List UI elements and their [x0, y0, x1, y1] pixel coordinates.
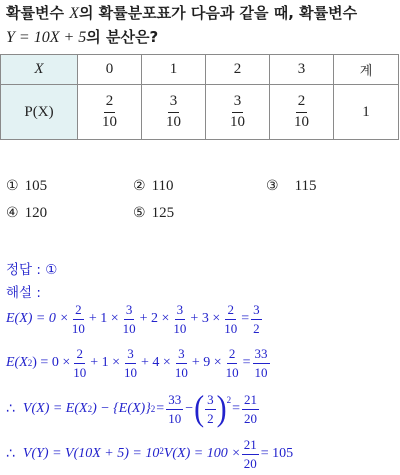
fraction: $\frac{33}{10}$ — [254, 346, 268, 380]
fraction: $\frac{2}{10}$ — [71, 302, 85, 336]
choice-5[interactable] — [133, 205, 174, 222]
choice-value: 115 — [294, 178, 317, 194]
question-text-b: 의 확률분포표가 다음과 같을 때, 확률변수 — [78, 4, 358, 22]
fraction: $\frac{3}{2}$ — [253, 302, 260, 336]
fraction: $\frac{3}{10}$ — [174, 346, 188, 380]
fraction: $\frac{2}{10}$ — [224, 302, 238, 336]
question-variable: X — [69, 5, 79, 22]
probability-table — [0, 54, 399, 140]
fraction: $\frac{3}{10}$ — [173, 302, 187, 336]
fraction: $\frac{3}{10}$ — [122, 302, 136, 336]
table-header-total: 계 — [334, 55, 399, 85]
fraction: $\frac{21}{20}$ — [244, 392, 258, 426]
choice-4[interactable] — [6, 205, 47, 222]
question-text-a: 확률변수 — [6, 4, 70, 22]
choice-mark: ① — [6, 178, 19, 194]
choice-mark: ② — [133, 178, 146, 194]
table-header-value-2: 2 — [206, 55, 270, 85]
question-equation: Y = 10X + 5 — [6, 29, 87, 46]
table-prob-cell-1: $\frac{3}{10}$ — [142, 85, 206, 140]
question-text-c: 의 분산은? — [86, 28, 159, 46]
question-line-2 — [6, 26, 158, 47]
answer-label: 정답 : ① — [6, 262, 58, 278]
choice-2[interactable] — [133, 178, 174, 195]
therefore-symbol: ∴ — [6, 446, 15, 463]
table-header-row — [1, 55, 399, 85]
fraction: $\frac{21}{20}$ — [243, 437, 257, 471]
fraction: $\frac{3}{10}$ — [124, 346, 138, 380]
choice-mark: ④ — [6, 205, 19, 221]
solution-eq-3: ∴ V(X) = E(X 2 ) − {E(X)} 2 = $\frac{33}{10}$ − ( $\frac{3}{2}$ ) $^2$ = $\frac{21}{20}$ — [6, 388, 258, 429]
solution-eq-1: E(X) = 0 × $\frac{2}{10}$ + 1 × $\frac{3}{10}$ + 2 × $\frac{3}{10}$ + 3 × $\frac{2}{10}$ = $\frac{3}{2}$ — [6, 302, 260, 336]
question-line-1 — [6, 2, 357, 23]
therefore-symbol: ∴ — [6, 401, 15, 418]
table-prob-cell-3: $\frac{2}{10}$ — [270, 85, 334, 140]
choice-value: 125 — [151, 205, 175, 221]
choice-value: 105 — [24, 178, 48, 194]
table-prob-row — [1, 85, 399, 140]
choice-value: 110 — [151, 178, 174, 194]
table-prob-cell-0: $\frac{2}{10}$ — [78, 85, 142, 140]
choice-1[interactable] — [6, 178, 47, 195]
solution-eq-2: E(X 2 ) = 0 × $\frac{2}{10}$ + 1 × $\frac{3}{10}$ + 4 × $\frac{3}{10}$ + 9 × $\frac{2}{10}$ = $\frac{33}{10}$ — [6, 346, 268, 380]
table-row-label: P(X) — [1, 85, 78, 140]
table-prob-cell-2: $\frac{3}{10}$ — [206, 85, 270, 140]
table-header-label: X — [1, 55, 78, 85]
fraction: $\frac{33}{10}$ — [168, 392, 182, 426]
choice-mark: ③ — [266, 178, 279, 194]
table-header-value-0: 0 — [78, 55, 142, 85]
table-prob-total: 1 — [334, 85, 399, 140]
table-header-value-3: 3 — [270, 55, 334, 85]
fraction: $\frac{3}{2}$ — [207, 392, 214, 426]
fraction: $\frac{2}{10}$ — [73, 346, 87, 380]
table-header-value-1: 1 — [142, 55, 206, 85]
solution-label: 해설 : — [6, 285, 41, 301]
solution-eq-4: ∴ V(Y) = V(10X + 5) = 10 $^2$ V(X) = 100 × $\frac{21}{20}$ = 105 — [6, 437, 294, 471]
choice-3[interactable] — [266, 178, 317, 195]
fraction: $\frac{2}{10}$ — [225, 346, 239, 380]
choice-value: 120 — [24, 205, 48, 221]
choice-mark: ⑤ — [133, 205, 146, 221]
